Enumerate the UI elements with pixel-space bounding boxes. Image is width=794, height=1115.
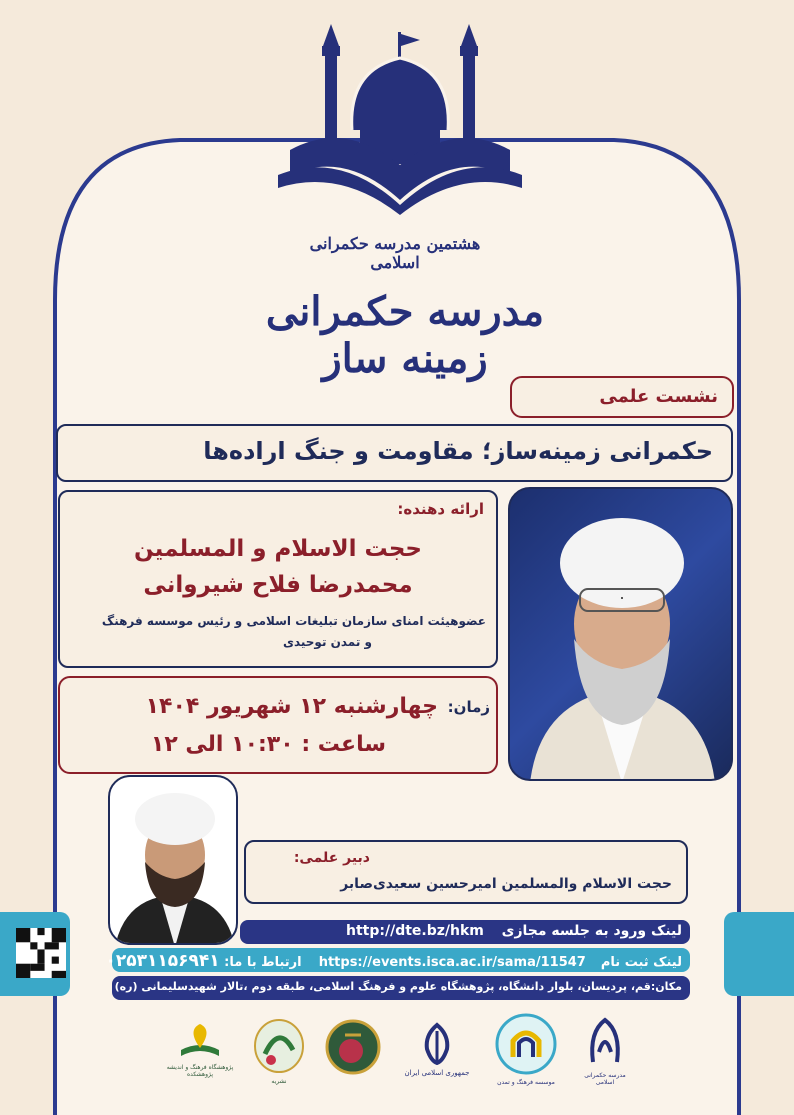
presenter-role-line1: عضوهیئت امنای سازمان تبلیغات اسلامی و رئیس موسسه فرهنگ (101, 614, 486, 628)
secretary-label: دبیر علمی: (293, 850, 370, 866)
location-text: مکان:قم، پردیسان، بلوار دانشگاه، پژوهشگاه علوم و فرهنگ اسلامی، طبقه دوم ،تالار شهیدسلیمانی (ره) (114, 980, 682, 993)
logo-title: مدرسه حکمرانی زمینه ساز (265, 288, 545, 382)
floral-circle-logo-icon (325, 1019, 381, 1075)
register-strip[interactable] (105, 948, 690, 972)
session-type-label: نشست علمی (599, 386, 718, 407)
session-title-box (56, 424, 733, 482)
logo-subtitle: هشتمین مدرسه حکمرانی اسلامی (309, 234, 481, 272)
session-type-box (510, 376, 734, 418)
presenter-label: ارائه دهنده: (397, 500, 484, 518)
presenter-photo (508, 487, 733, 781)
online-link-label: لینک ورود به جلسه مجازی (501, 923, 682, 939)
session-title: حکمرانی زمینه‌ساز؛ مقاومت و جنگ اراده‌ها (203, 437, 713, 465)
schedule-label: زمان: (447, 698, 490, 716)
partner-logo: مدرسه حکمرانی اسلامی (575, 1012, 635, 1086)
partner-logo (323, 1019, 383, 1079)
partner-logo: موسسه فرهنگ و تمدن (491, 1013, 561, 1086)
partner-logo: جمهوری اسلامی ایران (397, 1021, 477, 1077)
schedule-time: ساعت : ۱۰:۳۰ الی ۱۲ (150, 732, 386, 757)
secretary-photo (108, 775, 238, 945)
register-url[interactable]: https://events.isca.ac.ir/sama/11547 (318, 955, 586, 970)
mosque-book-logo (270, 10, 530, 220)
presenter-name: محمدرضا فلاح شیروانی (143, 572, 413, 598)
register-label: لینک ثبت نام (600, 955, 682, 970)
schedule-box (58, 676, 498, 774)
contact-label: ارتباط با ما: (224, 955, 302, 970)
presenter-honorific: حجت الاسلام و المسلمین (133, 536, 422, 562)
partner-logo: نشریه (249, 1014, 309, 1085)
calligraphy-emblem-icon (583, 1012, 627, 1068)
partner-logo: پژوهشگاه فرهنگ و اندیشه پژوهشکده (165, 1020, 235, 1078)
online-link-url[interactable]: http://dte.bz/hkm (346, 923, 484, 939)
online-link-strip[interactable] (240, 920, 690, 944)
qr-code-icon[interactable] (16, 928, 66, 978)
secretary-name: حجت الاسلام والمسلمین امیرحسین سعیدی‌صابر (340, 876, 672, 892)
iran-emblem-icon (417, 1021, 457, 1065)
arch-circle-logo-icon (495, 1013, 557, 1075)
schedule-date: چهارشنبه ۱۲ شهریور ۱۴۰۴ (145, 694, 438, 719)
partner-logos-row (165, 1010, 635, 1088)
green-calligraphy-logo-icon (251, 1014, 307, 1074)
location-strip (112, 976, 690, 1000)
presenter-role-line2: و تمدن توحیدی (282, 635, 372, 649)
book-leaf-logo-icon (177, 1020, 223, 1060)
right-accent-panel (724, 912, 794, 996)
secretary-box (244, 840, 688, 904)
contact-phone: ۰۲۵۳۱۱۵۶۹۴۱ (105, 951, 220, 971)
presenter-box (58, 490, 498, 668)
